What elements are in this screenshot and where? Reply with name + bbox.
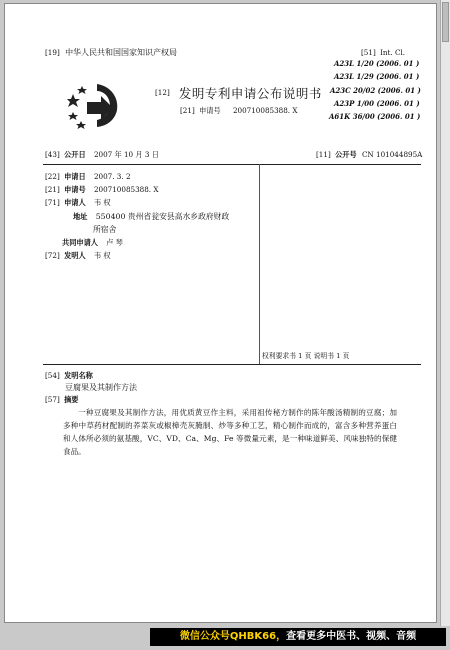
page-count-note: 权利要求书 1 页 说明书 1 页 [262,352,350,360]
invention-name-header [45,371,93,380]
applicant-label: 申请人 [64,198,86,207]
pub-num-value: CN 101044895A [361,150,423,159]
pub-type-code: [12] [155,88,170,97]
header-app-num-label: 申请号 [199,106,221,115]
inventor-code: [72] [45,251,60,260]
filing-date-label: 申请日 [64,172,86,181]
pub-num-line [316,150,422,159]
patent-page [4,3,437,623]
ipc-label: Int. Cl. [380,48,406,57]
invention-name-label: 发明名称 [64,371,93,380]
banner-prefix: 微信公众号QHBK66， [179,631,287,642]
address-value-2: 所宿舍 [93,225,117,234]
abstract-code: [57] [45,395,60,404]
header-app-num [180,106,298,115]
invention-name: 豆腐果及其制作方法 [65,383,137,392]
ipc-code: [51] [361,48,376,57]
app-num-code: [21] [45,185,60,194]
co-applicant-value: 卢 琴 [106,238,123,247]
abstract-header [45,395,78,404]
pub-date-code: [43] [45,150,60,159]
promo-banner [150,628,446,646]
co-applicant-label: 共同申请人 [62,238,98,247]
header-app-num-value: 200710085388. X [232,106,298,115]
ipc-class-4: A23P 1/00 (2006. 01 ) [334,99,420,108]
filing-date-code: [22] [45,172,60,181]
address-label: 地址 [73,212,88,221]
co-applicant-line [62,238,123,247]
inventor-label: 发明人 [64,251,86,260]
ipc-class-2: A23L 1/29 (2006. 01 ) [334,72,420,81]
header-app-num-code: [21] [180,106,195,115]
filing-date-line [45,172,131,181]
applicant-line [45,198,111,207]
pub-type-title: 发明专利申请公布说明书 [178,85,322,101]
filing-date-value: 2007. 3. 2 [93,172,131,181]
office-code: [19] [45,48,60,57]
pub-num-label: 公开号 [335,150,357,159]
inventor-value: 韦 权 [93,251,111,260]
applicant-code: [71] [45,198,60,207]
pub-num-code: [11] [316,150,331,159]
banner-suffix: 查看更多中医书、视频、音频 [286,631,417,642]
ipc-class-5: A61K 36/00 (2006. 01 ) [329,112,421,121]
divider-top [43,164,421,165]
divider-vertical [259,164,260,364]
address-line [73,212,229,221]
pub-type-line [155,82,322,102]
ipc-class-3: A23C 20/02 (2006. 01 ) [330,86,421,95]
pub-date-value: 2007 年 10 月 3 日 [93,150,159,159]
applicant-value: 韦 权 [93,198,111,207]
invention-name-code: [54] [45,371,60,380]
cnipa-emblem-icon [67,80,123,132]
scrollbar-thumb[interactable] [442,2,449,42]
divider-middle [43,364,421,365]
ipc-class-1: A23L 1/20 (2006. 01 ) [334,59,420,68]
app-num-value: 200710085388. X [93,185,159,194]
office-line [45,48,177,57]
office-name: 中华人民共和国国家知识产权局 [65,48,178,57]
inventor-line [45,251,111,260]
abstract-label: 摘要 [64,395,79,404]
address-value-1: 550400 贵州省瓮安县高水乡政府财政 [95,212,230,221]
app-num-label: 申请号 [64,185,86,194]
pub-date-label: 公开日 [64,150,86,159]
ipc-header [361,48,405,57]
pub-date-line [45,150,159,159]
app-num-line [45,185,159,194]
abstract-text: 一种豆腐果及其制作方法，用优质黄豆作主料，采用祖传秘方制作的陈年酸汤精制的豆腐；加多种中草药材配制的荞菜灰或椒樟壳灰腌制、炒等多种工艺，精心制作而成的，富含多种营养蛋白和人体所必须的氨基酸，VC、VD、Ca、Mg、Fe 等微量元素，是一种味道鲜美、风味独特的保健食品。 [63,408,397,456]
vertical-scrollbar[interactable] [440,0,450,626]
